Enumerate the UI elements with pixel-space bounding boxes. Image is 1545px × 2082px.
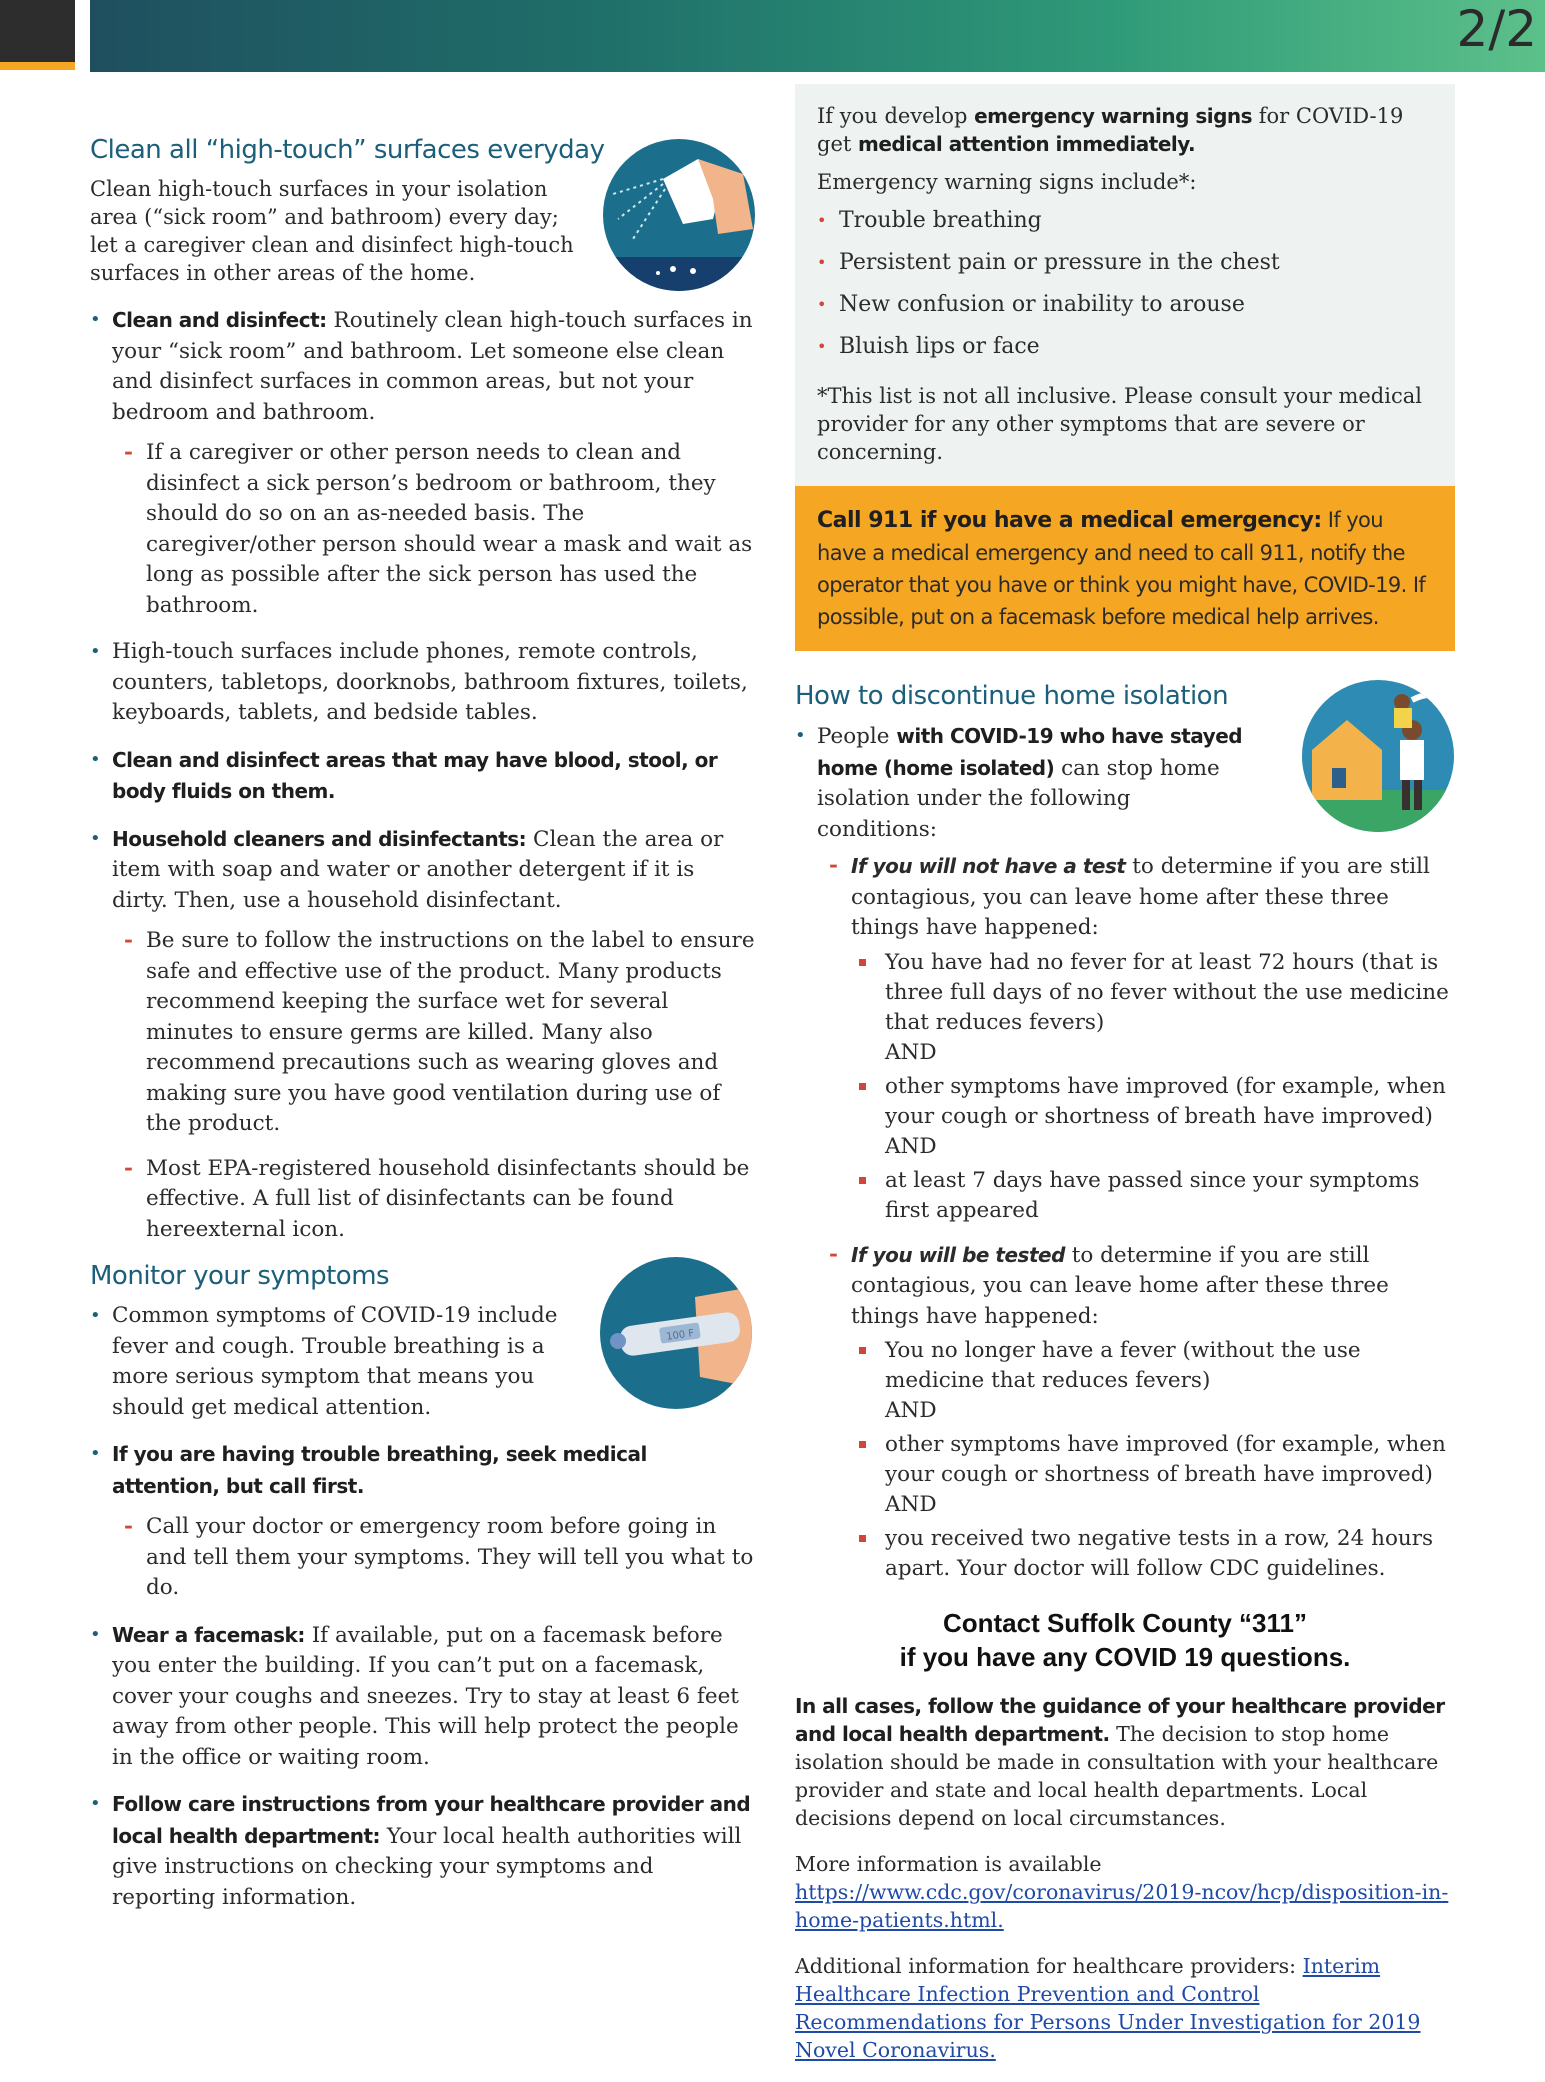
discontinue-intro: • People with COVID-19 who have stayed home (home isolated) can stop home isolation under the following conditions: xyxy=(817,724,1243,842)
item-text: Routinely clean high-touch surfaces in your “sick room” and bathroom. Let someone else clean and disinfect surfaces in common areas, but not your bedroom and bathroom. xyxy=(112,308,753,425)
list-item: • High-touch surfaces include phones, remote controls, counters, tabletops, doorknobs, bathroom fixtures, toilets, keyboards, tablets, and bedside tables. xyxy=(90,637,755,729)
list-item xyxy=(90,1789,755,1913)
signs-list xyxy=(817,206,1433,362)
list-item xyxy=(90,745,755,808)
thermometer-icon xyxy=(600,1257,752,1409)
more-info-paragraph: More information is available https://www.cdc.gov/coronavirus/2019-ncov/hcp/disposition-in-home-patients.html. xyxy=(795,1852,1449,1932)
list-item xyxy=(90,305,755,621)
cdc-link[interactable]: https://www.cdc.gov/coronavirus/2019-ncov/hcp/disposition-in-home-patients.html. xyxy=(795,1880,1449,1932)
list-item xyxy=(795,721,1455,1584)
clean-list xyxy=(90,305,755,1245)
list-item: • Trouble breathing xyxy=(817,206,1433,236)
condition-item: at least 7 days have passed since your symptoms first appeared xyxy=(851,1166,1455,1226)
list-item: • Bluish lips or face xyxy=(817,332,1433,362)
emergency-signs-box xyxy=(795,84,1455,486)
clean-heading: Clean all “high-touch” surfaces everyday xyxy=(90,135,605,165)
condition-item: You no longer have a fever (without the use medicine that reduces fevers) AND xyxy=(851,1336,1455,1426)
page-number: 2/2 xyxy=(1456,0,1537,58)
sub-item: - If you will be tested to determine if you are still contagious, you can leave home after these three things have happened: You no longer have a fever (without the use medicine that reduces fevers) AND other symptoms have improved (for example, when your cough or shortness of breath have improved) AND you received two negative tests in a row, 24 hours apart. Your doctor will follow CDC guidelines. xyxy=(817,1240,1455,1585)
list-item xyxy=(90,824,755,1246)
clean-intro: Clean high-touch surfaces in your isolation area (“sick room” and bathroom) every day; let a caregiver clean and disinfect high-touch surfaces in other areas of the home. xyxy=(90,177,574,285)
additional-info-paragraph: Additional information for healthcare providers: Interim Healthcare Infection Prevention and Control Recommendations for Persons Under Investigation for 2019 Novel Coronavirus. xyxy=(795,1954,1421,2062)
list-item xyxy=(90,1439,755,1604)
contact-311: Contact Suffolk County “311” if you have any COVID 19 questions. xyxy=(899,1608,1351,1672)
item-bold: Clean and disinfect areas that may have blood, stool, or body fluids on them. xyxy=(112,747,718,803)
signs-intro: Emergency warning signs include*: xyxy=(817,170,1197,194)
item-text: Your local health authorities will give instructions on checking your symptoms and reporting information. xyxy=(112,1823,742,1910)
family-home-icon xyxy=(1302,680,1454,832)
item-bold: Follow care instructions from your healthcare provider and local health department: xyxy=(112,1792,751,1848)
item-text: If available, put on a facemask before you enter the building. If you can’t put on a facemask, cover your coughs and sneezes. Try to stay at least 6 feet away from other people. This will help protect the people in the office or waiting room. xyxy=(112,1622,739,1770)
call-911-text: If you have a medical emergency and need to call 911, notify the operator that you have or think you might have, COVID-19. If possible, put on a facemask before medical help arrives. xyxy=(817,508,1426,629)
list-item: • Persistent pain or pressure in the chest xyxy=(817,248,1433,278)
list-item: • New confusion or inability to arouse xyxy=(817,290,1433,320)
item-bold: Household cleaners and disinfectants: xyxy=(112,826,527,851)
monitor-heading: Monitor your symptoms xyxy=(90,1261,390,1291)
spray-bottle-icon xyxy=(603,139,755,291)
sub-item: - Be sure to follow the instructions on the label to ensure safe and effective use of the product. Many products recommend keeping the surface wet for several minutes to ensure germs are killed. Many also recommend precautions such as wearing gloves and making sure you have good ventilation during use of the product. xyxy=(112,926,755,1140)
discontinue-heading: How to discontinue home isolation xyxy=(795,681,1229,711)
item-text: Clean the area or item with soap and water or another detergent if it is dirty. Then, use a household disinfectant. xyxy=(112,826,724,913)
signs-note: *This list is not all inclusive. Please consult your medical provider for any other symptoms that are severe or concerning. xyxy=(817,384,1422,464)
corner-accent-line xyxy=(0,62,75,70)
interim-recommendations-link[interactable]: Interim Healthcare Infection Prevention and Control Recommendations for Persons Under Investigation for 2019 Novel Coronavirus. xyxy=(795,1954,1421,2062)
condition-item: other symptoms have improved (for example, when your cough or shortness of breath have improved) AND xyxy=(851,1430,1455,1520)
sub-item: - If you will not have a test to determine if you are still contagious, you can leave home after these three things have happened: You have had no fever for at least 72 hours (that is three full days of no fever without the use medicine that reduces fevers) AND other symptoms have improved (for example, when your cough or shortness of breath have improved) AND at least 7 days have passed since your symptoms first appeared xyxy=(817,851,1455,1226)
sub-item: - Most EPA-registered household disinfectants should be effective. A full list of disinfectants can be found hereexternal icon. xyxy=(112,1154,755,1246)
list-item: • Common symptoms of COVID-19 include fever and cough. Trouble breathing is a more serious symptom that means you should get medical attention. xyxy=(90,1301,592,1423)
sub-item: - If a caregiver or other person needs to clean and disinfect a sick person’s bedroom or bathroom, they should do so on an as-needed basis. The caregiver/other person should wear a mask and wait as long as possible after the sick person has used the bathroom. xyxy=(112,438,755,621)
item-bold: If you are having trouble breathing, seek medical attention, but call first. xyxy=(112,1442,647,1498)
guidance-paragraph: In all cases, follow the guidance of your healthcare provider and local health department. The decision to stop home isolation should be made in consultation with your healthcare provider and state and local health departments. Local decisions depend on local circumstances. xyxy=(795,1694,1445,1830)
call-911-bold: Call 911 if you have a medical emergency: xyxy=(817,508,1322,533)
condition-item: other symptoms have improved (for example, when your cough or shortness of breath have improved) AND xyxy=(851,1072,1455,1162)
discontinue-list xyxy=(795,721,1455,1584)
header-bar xyxy=(90,0,1545,72)
item-bold: Wear a facemask: xyxy=(112,1622,305,1647)
right-column xyxy=(795,84,1455,2082)
emergency-intro: If you develop emergency warning signs for COVID-19 get medical attention immediately. xyxy=(817,104,1404,156)
list-item xyxy=(90,1620,755,1774)
corner-block xyxy=(0,0,75,62)
condition-item: You have had no fever for at least 72 hours (that is three full days of no fever without the use medicine that reduces fevers) AND xyxy=(851,948,1455,1068)
call-911-box xyxy=(795,486,1455,651)
sub-item: - Call your doctor or emergency room before going in and tell them your symptoms. They will tell you what to do. xyxy=(112,1512,755,1604)
condition-item: you received two negative tests in a row, 24 hours apart. Your doctor will follow CDC guidelines. xyxy=(851,1524,1455,1584)
left-column xyxy=(90,135,755,1929)
item-bold: Clean and disinfect: xyxy=(112,308,327,332)
thermometer-text: 100 F xyxy=(665,1328,695,1343)
